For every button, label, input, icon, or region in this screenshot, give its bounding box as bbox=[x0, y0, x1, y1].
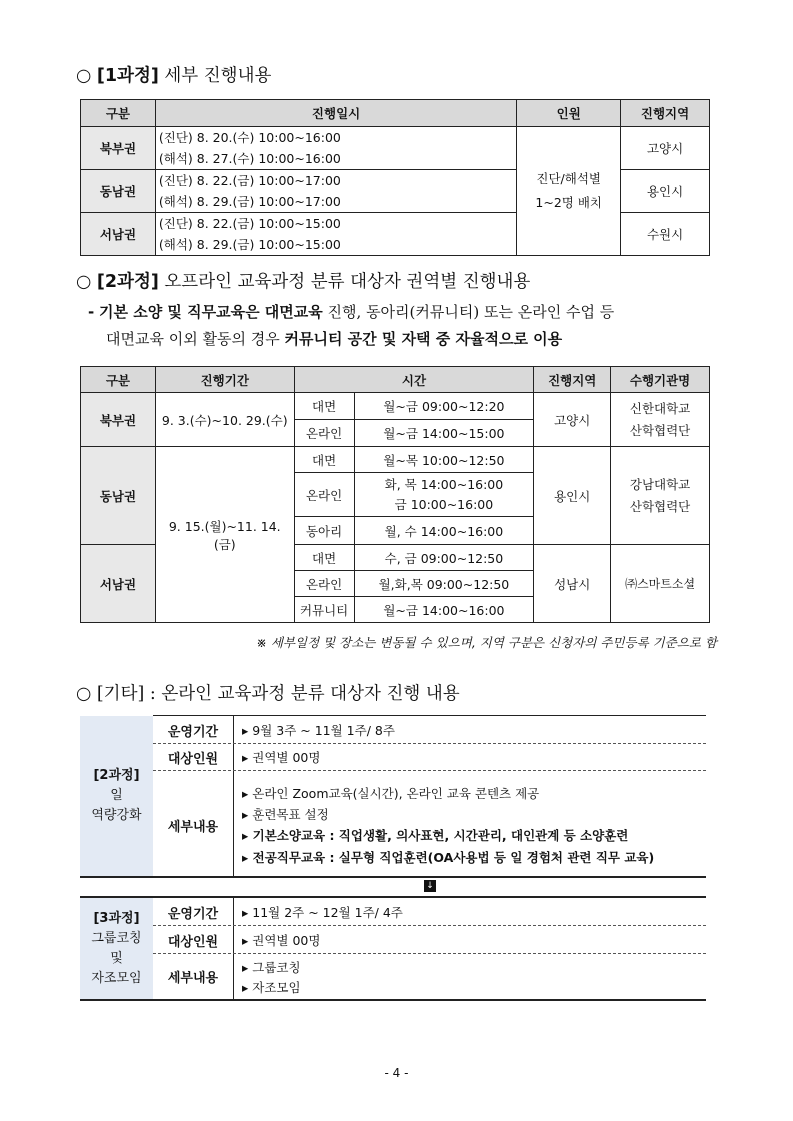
course2-side bbox=[80, 716, 153, 876]
target-value: 권역별 00명 bbox=[252, 750, 321, 765]
divider bbox=[233, 716, 234, 876]
region-cell: 서남권 bbox=[81, 213, 156, 256]
label-period: 운영기간 bbox=[167, 725, 219, 740]
header-region: 구분 bbox=[81, 367, 156, 393]
side-tag: [3과정] bbox=[93, 910, 140, 926]
type-cell: 대면 bbox=[294, 447, 354, 473]
time-line1: 화, 목 14:00~16:00 bbox=[384, 476, 504, 492]
section3-heading bbox=[76, 680, 460, 705]
down-arrow-icon: ↓ bbox=[424, 880, 436, 892]
type-cell: 온라인 bbox=[294, 473, 354, 517]
area-cell: 성남시 bbox=[534, 545, 611, 623]
label-detail: 세부내용 bbox=[167, 971, 219, 986]
period-cell: 9. 15.(월)~11. 14.(금) bbox=[155, 447, 294, 623]
header-area: 진행지역 bbox=[621, 100, 710, 127]
header-datetime: 진행일시 bbox=[155, 100, 516, 127]
divider bbox=[153, 925, 706, 926]
section1-heading bbox=[76, 62, 271, 87]
region-cell: 동남권 bbox=[81, 447, 156, 545]
table-row bbox=[81, 127, 710, 170]
type-cell: 온라인 bbox=[294, 571, 354, 597]
triangle-icon: ▸ bbox=[242, 850, 249, 865]
label-period: 운영기간 bbox=[167, 907, 219, 922]
area-cell: 고양시 bbox=[621, 127, 710, 170]
divider bbox=[80, 896, 706, 898]
type-cell: 대면 bbox=[294, 545, 354, 571]
type-cell: 대면 bbox=[294, 393, 354, 420]
org-line1: 강남대학교 bbox=[629, 476, 691, 492]
detail-item: 훈련목표 설정 bbox=[252, 807, 329, 822]
section1-tag: [1과정] bbox=[96, 66, 159, 86]
label-target: 대상인원 bbox=[167, 752, 219, 767]
time-line2: 금 10:00~16:00 bbox=[394, 496, 494, 512]
time-cell: 월,화,목 09:00~12:50 bbox=[354, 571, 534, 597]
people-line1: 진단/해석별 bbox=[536, 171, 601, 186]
course3-side bbox=[80, 898, 153, 999]
circle-bullet: ○ bbox=[76, 684, 92, 704]
divider bbox=[153, 715, 706, 716]
detail-item: 자조모임 bbox=[252, 980, 301, 995]
section2-heading bbox=[76, 268, 530, 293]
org-cell: ㈜스마트소셜 bbox=[611, 545, 710, 623]
triangle-icon: ▸ bbox=[242, 828, 249, 843]
page-number: - 4 - bbox=[384, 1066, 409, 1080]
section1-title: 세부 진행내용 bbox=[158, 66, 272, 86]
triangle-icon: ▸ bbox=[242, 960, 249, 975]
detail-item: 기본소양교육 : 직업생활, 의사표현, 시간관리, 대인관계 등 소양훈련 bbox=[252, 828, 629, 843]
period-value: 9월 3주 ~ 11월 1주/ 8주 bbox=[252, 723, 395, 738]
side-line3: 역량강화 bbox=[91, 808, 142, 823]
schedule-table-1 bbox=[80, 99, 710, 256]
time-cell: 월~목 10:00~12:50 bbox=[354, 447, 534, 473]
side-line4: 자조모임 bbox=[91, 970, 142, 986]
detail-item: 온라인 Zoom교육(실시간), 온라인 교육 콘텐츠 제공 bbox=[252, 786, 540, 801]
label-target: 대상인원 bbox=[167, 935, 219, 950]
header-people: 인원 bbox=[517, 100, 621, 127]
bullet-line1 bbox=[88, 299, 614, 326]
triangle-icon: ▸ bbox=[242, 750, 249, 765]
schedule-table-2 bbox=[80, 366, 710, 623]
area-cell: 용인시 bbox=[534, 447, 611, 545]
bullet-bold2: 커뮤니티 공간 및 자택 중 자율적으로 이용 bbox=[284, 330, 563, 348]
triangle-icon: ▸ bbox=[242, 905, 249, 920]
header-area: 진행지역 bbox=[534, 367, 611, 393]
time-cell: 월~금 14:00~15:00 bbox=[354, 420, 534, 447]
diagnosis-line: (진단) 8. 22.(금) 10:00~15:00 bbox=[158, 216, 341, 231]
bullet-line2 bbox=[106, 326, 562, 353]
divider bbox=[80, 876, 706, 878]
org-line2: 산학협력단 bbox=[629, 498, 691, 514]
circle-bullet: ○ bbox=[76, 66, 92, 86]
side-line2: 일 bbox=[110, 788, 123, 803]
divider bbox=[233, 898, 234, 999]
target-value: 권역별 00명 bbox=[252, 933, 321, 948]
analysis-line: (해석) 8. 27.(수) 10:00~16:00 bbox=[158, 151, 341, 166]
bullet-text1: 진행, 동아리(커뮤니티) 또는 온라인 수업 등 bbox=[322, 303, 615, 321]
area-cell: 수원시 bbox=[621, 213, 710, 256]
dash-bullet: - bbox=[88, 303, 95, 321]
header-period: 진행기간 bbox=[155, 367, 294, 393]
section2-tag: [2과정] bbox=[96, 272, 159, 292]
bullet-bold1: 기본 소양 및 직무교육은 대면교육 bbox=[99, 303, 323, 321]
detail-item: 그룹코칭 bbox=[252, 960, 301, 975]
region-cell: 북부권 bbox=[81, 393, 156, 447]
triangle-icon: ▸ bbox=[242, 807, 249, 822]
section3-title: [기타] : 온라인 교육과정 분류 대상자 진행 내용 bbox=[91, 684, 460, 704]
side-line3: 및 bbox=[110, 950, 123, 966]
triangle-icon: ▸ bbox=[242, 723, 249, 738]
footnote: ※ 세부일정 및 장소는 변동될 수 있으며, 지역 구분은 신청자의 주민등록 기준으로 함 bbox=[256, 635, 717, 650]
table-row bbox=[81, 447, 710, 473]
triangle-icon: ▸ bbox=[242, 786, 249, 801]
time-cell: 월~금 14:00~16:00 bbox=[354, 597, 534, 623]
area-cell: 고양시 bbox=[534, 393, 611, 447]
time-cell: 수, 금 09:00~12:50 bbox=[354, 545, 534, 571]
time-cell: 월, 수 14:00~16:00 bbox=[354, 517, 534, 545]
period-cell: 9. 3.(수)~10. 29.(수) bbox=[155, 393, 294, 447]
label-detail: 세부내용 bbox=[167, 820, 219, 835]
region-cell: 서남권 bbox=[81, 545, 156, 623]
triangle-icon: ▸ bbox=[242, 933, 249, 948]
diagnosis-line: (진단) 8. 20.(수) 10:00~16:00 bbox=[158, 130, 341, 145]
region-cell: 동남권 bbox=[81, 170, 156, 213]
analysis-line: (해석) 8. 29.(금) 10:00~15:00 bbox=[158, 237, 341, 252]
bullet-text2: 대면교육 이외 활동의 경우 bbox=[106, 330, 285, 348]
type-cell: 온라인 bbox=[294, 420, 354, 447]
triangle-icon: ▸ bbox=[242, 980, 249, 995]
analysis-line: (해석) 8. 29.(금) 10:00~17:00 bbox=[158, 194, 341, 209]
header-time: 시간 bbox=[294, 367, 534, 393]
people-line2: 1~2명 배치 bbox=[535, 195, 602, 210]
table-row bbox=[81, 393, 710, 420]
side-tag: [2과정] bbox=[93, 768, 140, 783]
detail-item: 전공직무교육 : 실무형 직업훈련(OA사용법 등 일 경험처 관련 직무 교육) bbox=[252, 850, 655, 865]
time-cell: 월~금 09:00~12:20 bbox=[354, 393, 534, 420]
divider bbox=[153, 770, 706, 771]
type-cell: 동아리 bbox=[294, 517, 354, 545]
org-line1: 신한대학교 bbox=[629, 400, 691, 416]
section2-title: 오프라인 교육과정 분류 대상자 권역별 진행내용 bbox=[158, 272, 531, 292]
period-value: 11월 2주 ~ 12월 1주/ 4주 bbox=[252, 905, 403, 920]
area-cell: 용인시 bbox=[621, 170, 710, 213]
region-cell: 북부권 bbox=[81, 127, 156, 170]
header-region: 구분 bbox=[81, 100, 156, 127]
org-line2: 산학협력단 bbox=[629, 422, 691, 438]
divider bbox=[153, 953, 706, 954]
circle-bullet: ○ bbox=[76, 272, 92, 292]
type-cell: 커뮤니티 bbox=[294, 597, 354, 623]
diagnosis-line: (진단) 8. 22.(금) 10:00~17:00 bbox=[158, 173, 341, 188]
divider bbox=[80, 999, 706, 1001]
divider bbox=[153, 743, 706, 744]
side-line2: 그룹코칭 bbox=[91, 930, 142, 946]
header-org: 수행기관명 bbox=[611, 367, 710, 393]
